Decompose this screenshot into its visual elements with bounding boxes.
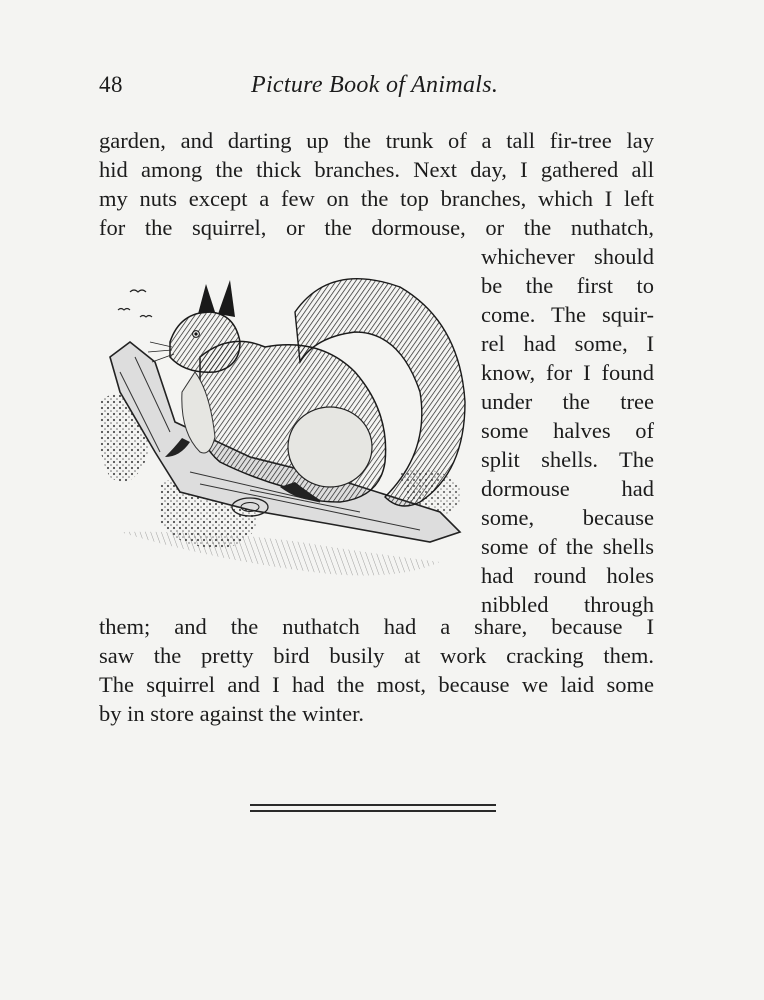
running-title: Picture Book of Animals. [251,72,499,98]
text-line-narrow: some of the shells [481,534,654,559]
squirrel-ear-right [218,280,235,317]
squirrel-ear-left [198,284,215,314]
text-line-narrow: rel had some, I [481,331,654,356]
text-line-narrow: come. The squir- [481,302,654,327]
text-line: hid among the thick branches. Next day, I gathered all [99,157,654,182]
text-line: The squirrel and I had the most, because we laid some [99,672,654,697]
text-line: them; and the nuthatch had a share, because I [99,614,654,639]
text-line: saw the pretty bird busily at work cracking them. [99,643,654,668]
bird-1 [130,290,146,292]
text-line-narrow: under the tree [481,389,654,414]
text-line-narrow: whichever should [481,244,654,269]
text-line-narrow: nibbled through [481,592,654,617]
text-line-narrow: some, because [481,505,654,530]
text-line: for the squirrel, or the dormouse, or the nuthatch, [99,215,654,240]
rule-line-top [250,804,496,806]
text-line-narrow: be the first to [481,273,654,298]
page-header [99,72,654,106]
page-number: 48 [99,72,123,97]
ground-shadow [120,532,440,576]
ornamental-rule [250,804,496,814]
text-line-narrow: split shells. The [481,447,654,472]
text-line-narrow: some halves of [481,418,654,443]
bird-2 [118,309,130,311]
squirrel-head [170,312,240,372]
text-line-narrow: had round holes [481,563,654,588]
text-line: garden, and darting up the trunk of a tall fir-tree lay [99,128,654,153]
rule-line-bottom [250,810,496,812]
squirrel-haunch [288,407,372,487]
text-line-narrow: know, for I found [481,360,654,385]
text-line-narrow: dormouse had [481,476,654,501]
text-line: my nuts except a few on the top branches, which I left [99,186,654,211]
bird-3 [140,316,152,318]
text-line-last: by in store against the winter. [99,701,364,726]
squirrel-illustration [100,262,470,582]
